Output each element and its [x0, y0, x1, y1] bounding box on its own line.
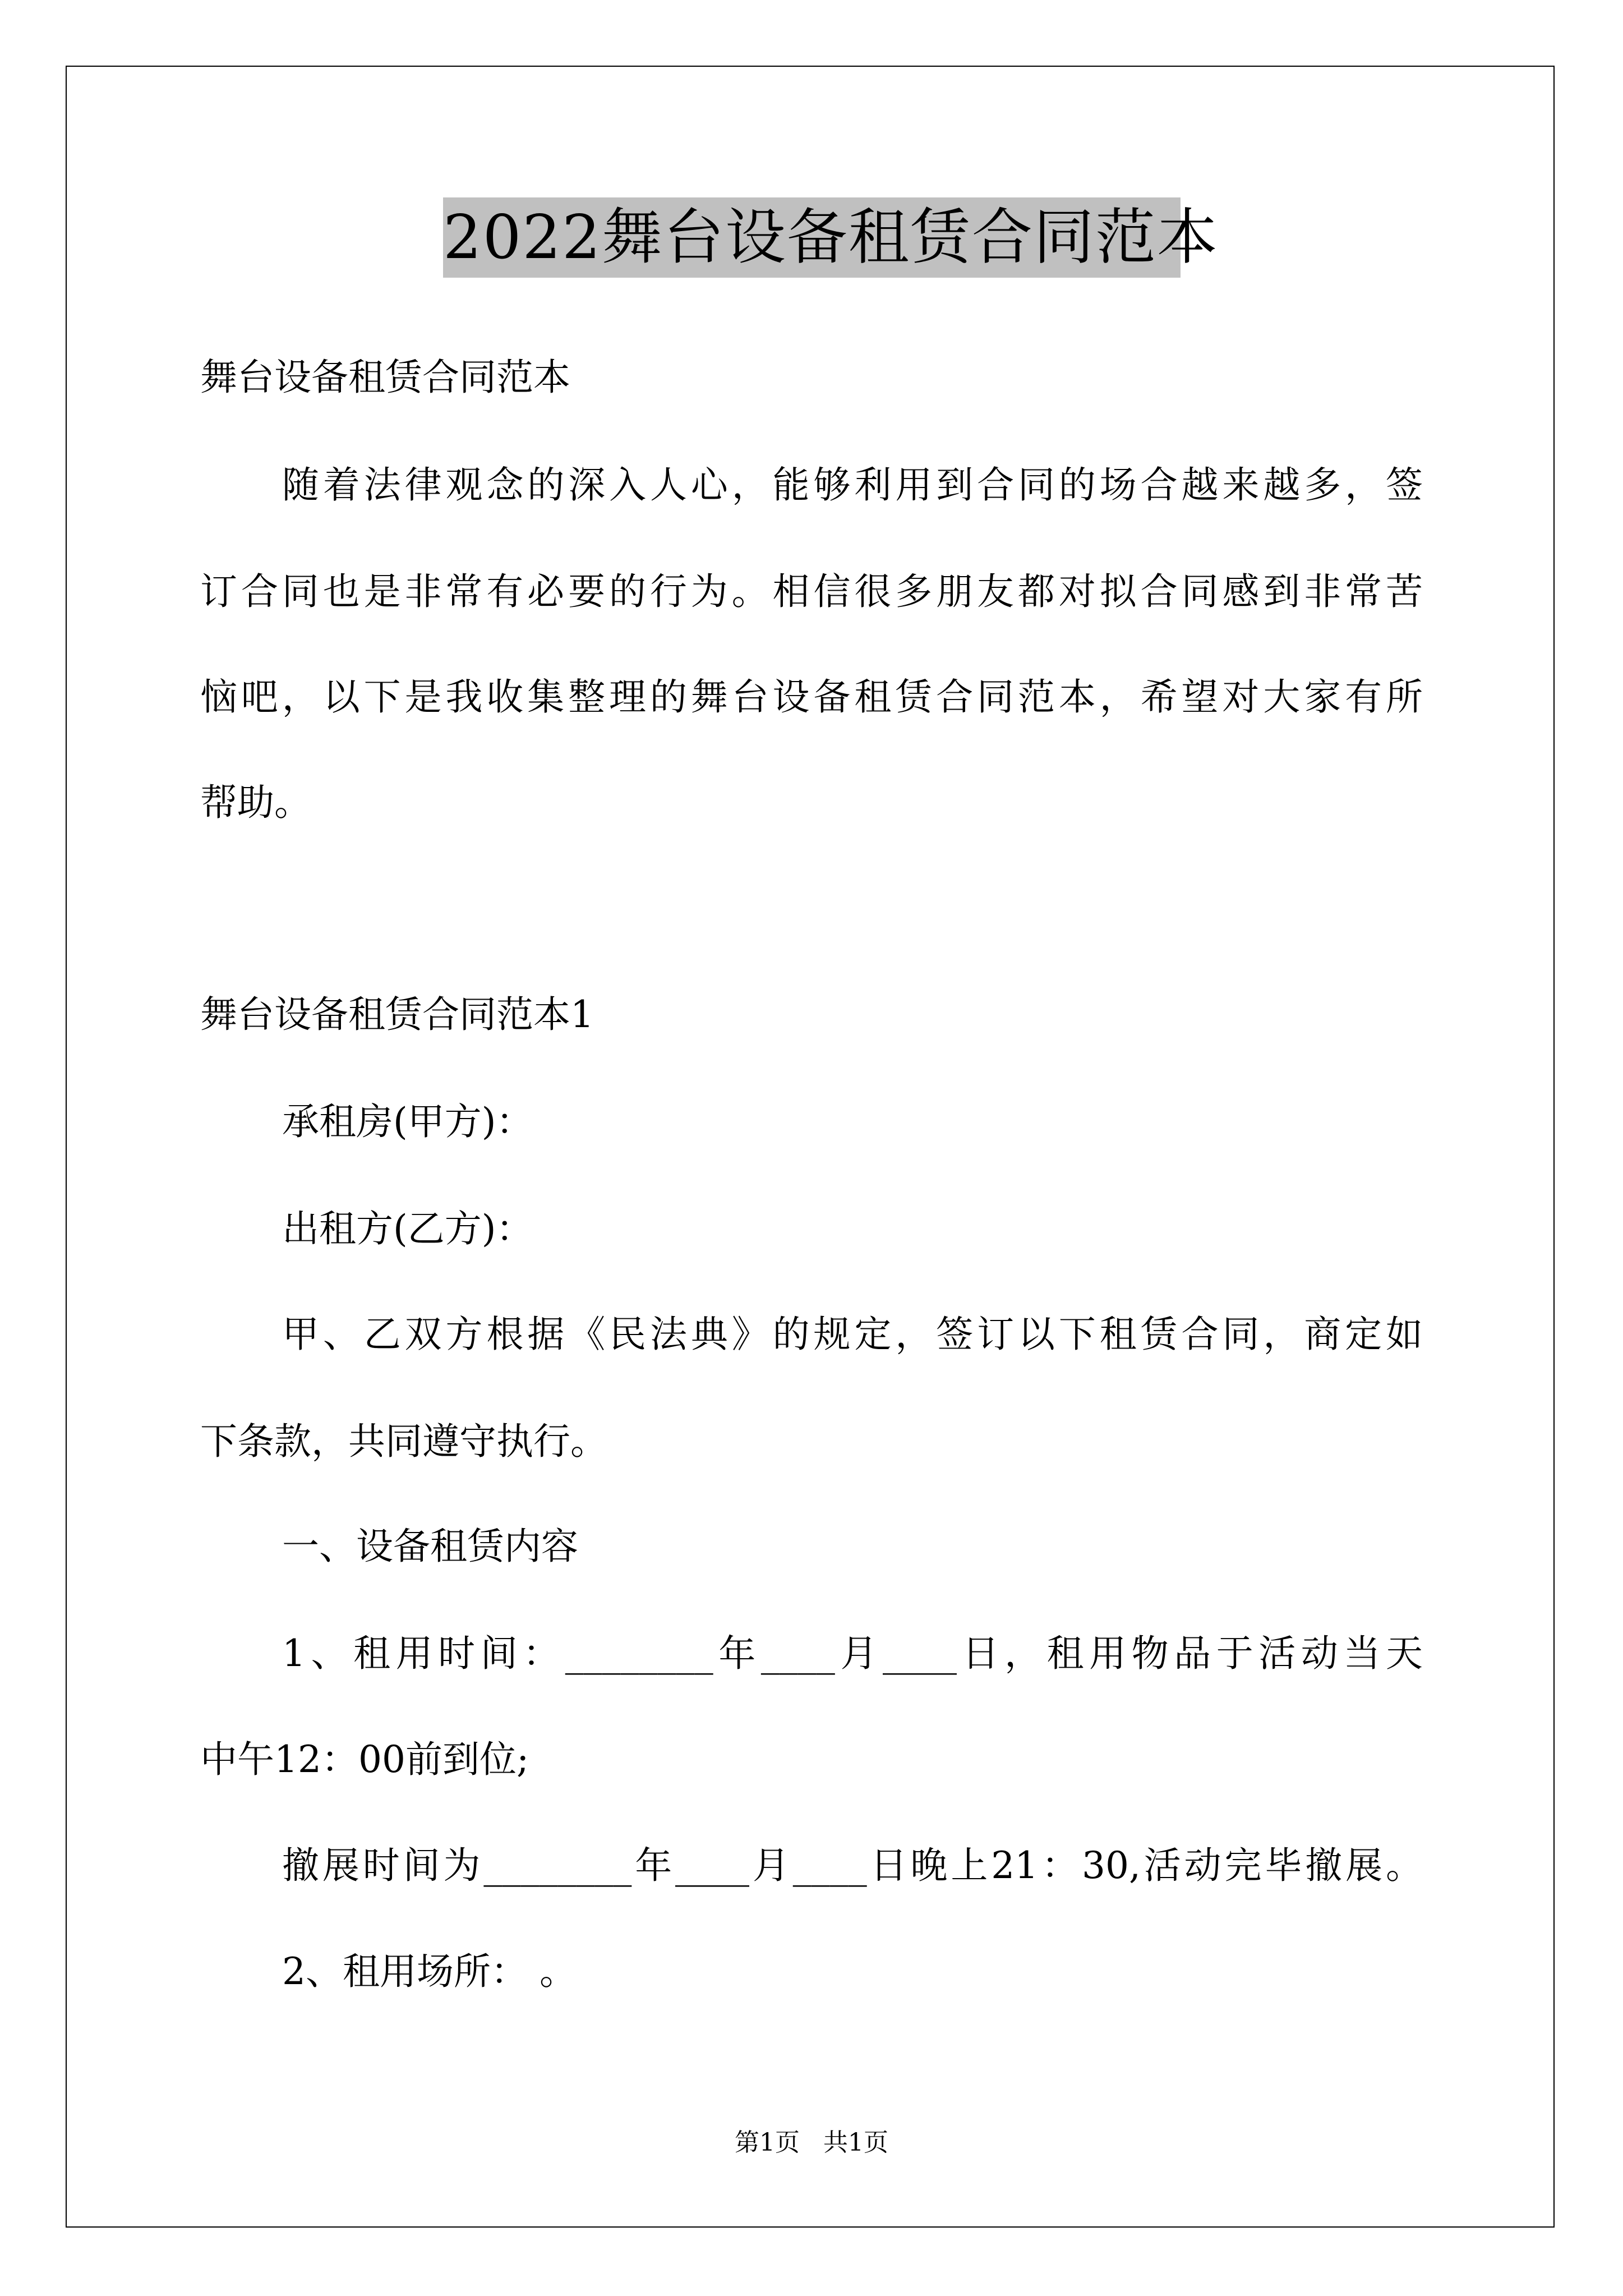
paragraph-line: 承租房(甲方)：	[282, 1100, 533, 1143]
paragraph-line: 出租方(乙方)：	[282, 1207, 533, 1250]
paragraph-line: 撤展时间为________年____月____日晚上21：30,活动完毕撤展。	[282, 1844, 1423, 1887]
paragraph-line: 下条款，共同遵守执行。	[200, 1420, 607, 1463]
page-footer: 第1页 共1页	[735, 2128, 888, 2157]
paragraph-line: 订合同也是非常有必要的行为。相信很多朋友都对拟合同感到非常苦	[200, 570, 1423, 613]
paragraph-line: 帮助。	[200, 781, 311, 824]
paragraph-line: 一、设备租赁内容	[282, 1525, 578, 1568]
paragraph-line: 随着法律观念的深入人心，能够利用到合同的场合越来越多，签	[282, 463, 1423, 507]
paragraph-line: 中午12：00前到位;	[200, 1738, 529, 1781]
paragraph-line: 1、租用时间：________年____月____日，租用物品于活动当天	[282, 1632, 1423, 1675]
paragraph-line: 2、租用场所： 。	[282, 1950, 577, 1993]
paragraph-line: 恼吧，以下是我收集整理的舞台设备租赁合同范本，希望对大家有所	[200, 675, 1423, 719]
paragraph-line: 甲、乙双方根据《民法典》的规定，签订以下租赁合同，商定如	[282, 1313, 1423, 1356]
document-title: 2022舞台设备租赁合同范本	[443, 197, 1181, 278]
section-heading: 舞台设备租赁合同范本1	[200, 993, 594, 1036]
subtitle: 舞台设备租赁合同范本	[200, 356, 570, 399]
